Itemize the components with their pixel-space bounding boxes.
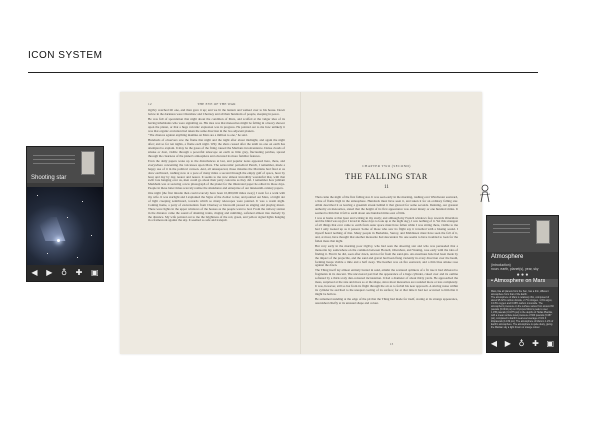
camera-icon[interactable]: ▣	[91, 268, 99, 277]
atmosphere-heading: Atmosphere	[491, 254, 524, 260]
pagination-dots[interactable]: ● ● ●	[516, 272, 529, 278]
camera-icon[interactable]: ▣	[546, 339, 555, 348]
sheet-title: ICON SYSTEM	[28, 50, 103, 61]
shooting-star-label: Shooting star	[31, 175, 67, 181]
paragraph: "The chances against anything manlike on Mars are a million to one," he said.	[148, 133, 248, 138]
right-folio: 13	[389, 342, 394, 346]
left-running-title: THE EYE OF THE WAR	[197, 102, 236, 106]
right-page-text	[315, 196, 458, 305]
comet-tail	[37, 217, 66, 241]
body-paragraph: Mars, like all planets from the Sun, has a thin, different atmosphere from that of the Earth.	[491, 290, 549, 296]
phone-toolbar	[487, 336, 558, 352]
atmosphere-on-mars-item[interactable]: • Atmosphere on Mars	[491, 278, 546, 284]
star	[67, 217, 68, 218]
chapter-number: 11	[384, 185, 389, 190]
paragraph: He remained standing at the edge of the pit that the Thing had made for itself, staring at its strange appearance, astonished chiefly at its unusual shape and colour.	[315, 296, 458, 305]
paragraph: One night (the first missile then could scarcely have been 10,000,000 miles away) I went for a walk with my wife. It was starlight and I explained the Signs of the Zodiac to her, and pointed out Mars, a bright dot of light creeping zenithward, towards which so many telescopes were pointed. It was a warm night. Coming home, a party of excursionists from Chertsey or Isleworth passed us singing and playing music. There were lights in the upper windows of the houses as the people went to bed. From the railway station in the distance came the sound of shunting trains, ringing and rumbling, softened almost into melody by the distance. My wife pointed out to me the brightness of the red, green, and yellow signal lights hanging in a framework against the sky. It seemed so safe and tranquil.	[148, 191, 285, 223]
forward-icon[interactable]: ▶	[46, 268, 53, 277]
text-line	[33, 159, 75, 160]
comet-photo	[27, 187, 103, 266]
thumbnail-figure-icon[interactable]	[81, 151, 95, 175]
title-rule	[28, 72, 538, 73]
left-page	[120, 92, 301, 354]
star	[82, 201, 83, 202]
star	[91, 235, 92, 236]
atmosphere-subheading: (introduction)	[491, 263, 511, 267]
text-line	[493, 228, 530, 229]
left-running-head	[148, 102, 285, 106]
atmosphere-body	[491, 290, 554, 329]
paragraph: Even the daily papers woke up to the disturbances at last, and popular notes appeared here, there, and everywhere concerning the volcanoes upon Mars. The seriocomic periodical Punch, I remember, made a happy use of it in the political cartoon. And, all unsuspected, those missiles the Martians had fired at us drew earthward, rushing now at a pace of many miles a second through the empty gulf of space, hour by hour and day by day, nearer and nearer. It seems to me now almost incredibly wonderful that, with that swift fate hanging over us, men could go about their petty concerns as they did. I remember how jubilant Markham was at securing a new photograph of the planet for the illustrated paper he edited in those days. People in these latter times scarcely realise the abundance and enterprise of our nineteenth-century papers.	[148, 158, 285, 191]
thumbnail-figure-icon[interactable]	[536, 220, 550, 244]
phone-header	[487, 216, 558, 252]
left-folio: 12	[148, 102, 152, 106]
star	[47, 253, 48, 254]
atmosphere-subline: noun. earth, planet(s), year, sky	[491, 267, 539, 271]
phone-toolbar	[27, 265, 103, 281]
chapter-title: THE FALLING STAR	[345, 172, 428, 181]
figure-icon[interactable]: ♁	[518, 339, 525, 348]
chapter-label: CHAPTER TWO (SECOND)	[362, 164, 411, 168]
right-page	[301, 92, 482, 354]
left-page-text	[148, 109, 285, 223]
paragraph: But very early in the morning poor Ogilvy, who had seen the shooting star and who was persuaded that a meteorite lay somewhere on the common between Horsell, Ottershaw, and Woking, rose early with the idea of finding it. Find it he did, soon after dawn, and not far from the sand-pits. An enormous hole had been made by the impact of the projectile, and the sand and gravel had been flung violently in every direction over the heath, forming heaps visible a mile and a half away. The heather was on fire eastward, and a thin blue smoke rose against the dawn.	[315, 243, 458, 268]
forward-icon[interactable]: ▶	[504, 339, 511, 348]
paragraph: He was full of speculation that night about the condition of Mars, and scoffed at the vulgar idea of its having inhabitants who were signalling us. His idea was that meteorites might be falling in a heavy shower upon the planet, or that a huge volcanic explosion was in progress. He pointed out to me how unlikely it was that organic evolution had taken the same direction in the two adjacent planets.	[148, 116, 285, 133]
star	[37, 195, 38, 196]
book-spread	[120, 92, 482, 354]
text-line	[493, 224, 530, 225]
plus-icon[interactable]: ✚	[75, 268, 83, 277]
plus-icon[interactable]: ✚	[532, 339, 539, 348]
star	[77, 257, 78, 258]
paragraph: I was at home at that hour and writing in my study; and although my French windows face towards Ottershaw and the blind was up (for I loved in those days to look up at the night sky), I saw nothing of it. Yet this strangest of all things that ever came to earth from outer space must have fallen while I was sitting there, visible to me had I only looked up as it passed. Some of those who saw its flight say it travelled with a hissing sound. I myself heard nothing of that. Many people in Berkshire, Surrey, and Middlesex must have seen the fall of it, and, at most, have thought that another meteorite had descended. No one seems to have troubled to look for the fallen mass that night.	[315, 215, 458, 243]
body-paragraph: The atmosphere of Mars is relatively thin, composed of about 95.32% carbon dioxide, 2.7% nitrogen, 1.6% argon, 0.13% oxygen and 0.08% carbon monoxide. The atmospheric pressure on the surface varies from around 30 pascals (0.0044 psi) on Olympus Mons's peak to over 1,155 pascals (0.1675 psi) in the depths of Hellas Planitia, with a mean surface level pressure of 600 pascals (0.087 psi), compared to Earth's sea level average of 101.3 kilopascals (14.69 psi). The atmosphere of Mars is 1.2% of Earth's atmosphere. The atmosphere is quite dusty, giving the Martian sky a light brown or orange colour.	[491, 296, 554, 329]
text-line	[33, 163, 75, 164]
paragraph: Then came the night of the first falling star. It was seen early in the morning, rushing over Winchester eastward, a line of flame high in the atmosphere. Hundreds must have seen it, and taken it for an ordinary falling star. Albin described it as leaving a greenish streak behind it that glowed for some seconds. Denning, our greatest authority on meteorites, stated that the height of its first appearance was about ninety or one hundred miles. It seemed to him that it fell to earth about one hundred miles east of him.	[315, 195, 458, 215]
back-icon[interactable]: ◀	[31, 268, 38, 277]
paragraph: Hundreds of observers saw the flame that night and the night after about midnight, and again the night after; and so for ten nights, a flame each night. Why the shots ceased after the tenth no one on earth has attempted to explain. It may be the gases of the firing caused the Martians inconvenience. Dense clouds of smoke or dust, visible through a powerful telescope on earth as little grey, fluctuating patches, spread through the clearness of the planet's atmosphere and obscured its more familiar features.	[148, 138, 285, 158]
paragraph: The Thing itself lay almost entirely buried in sand, amidst the scattered splinters of a fir tree it had shivered to fragments in its descent. The uncovered part had the appearance of a huge cylinder, caked over and its outline softened by a thick scaly dun-coloured incrustation. It had a diameter of about thirty yards. He approached the mass, surprised at the size and more so at the shape, since most meteorites are rounded more or less completely. It was, however, still so hot from its flight through the air as to forbid his near approach. A stirring noise within its cylinder he ascribed to the unequal cooling of its surface; for at that time it had not occurred to him that it might be hollow.	[315, 268, 458, 296]
back-icon[interactable]: ◀	[490, 339, 497, 348]
comet-head	[57, 239, 60, 242]
figure-icon[interactable]: ♁	[61, 268, 67, 277]
paragraph: Ogilvy watched till one, and then gave it up; and we lit the lantern and walked over to his house. Down below in the darkness were Ottershaw and Chertsey and all their hundreds of people, sleeping in peace.	[148, 108, 285, 116]
margin-figure-icon[interactable]	[478, 183, 492, 203]
phone-atmosphere	[486, 215, 559, 353]
text-line	[493, 232, 530, 233]
phone-shooting-star	[26, 146, 104, 282]
text-line	[33, 155, 75, 156]
